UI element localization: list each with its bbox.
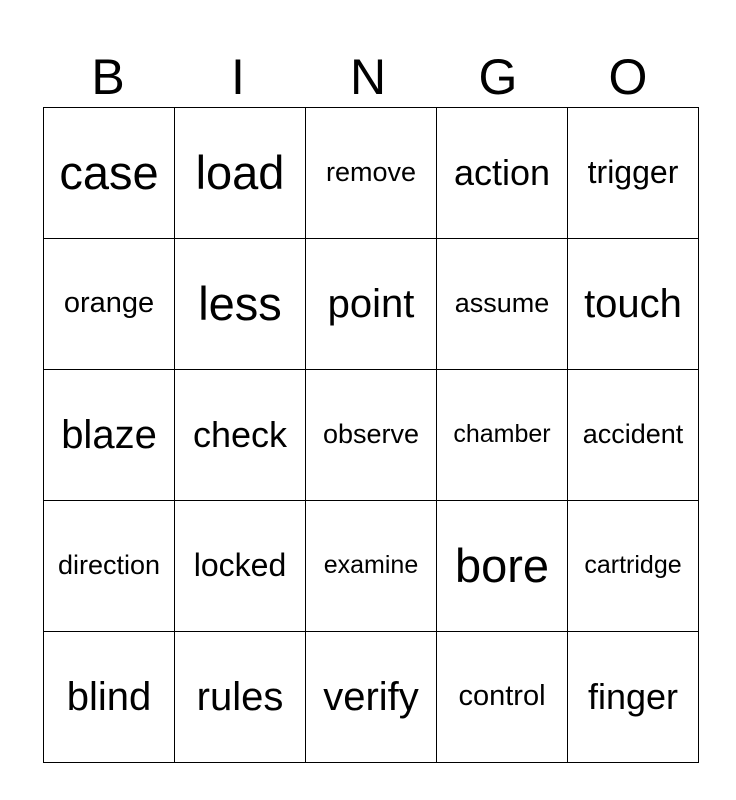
cell-word: observe — [322, 419, 420, 450]
cell-word: orange — [63, 287, 155, 320]
bingo-cell[interactable] — [175, 632, 306, 763]
bingo-cell[interactable] — [437, 370, 568, 501]
board-row-1 — [44, 108, 699, 239]
bingo-cell[interactable] — [306, 108, 437, 239]
cell-word: trigger — [587, 154, 679, 191]
cell-word: blaze — [61, 413, 157, 457]
bingo-cell[interactable] — [568, 370, 699, 501]
header-letter-n: N — [349, 49, 387, 105]
bingo-cell[interactable] — [568, 108, 699, 239]
cell-word: check — [192, 414, 288, 456]
bingo-cell[interactable] — [44, 108, 175, 239]
bingo-cell[interactable] — [306, 370, 437, 501]
bingo-cell[interactable] — [44, 632, 175, 763]
bingo-header — [43, 48, 693, 106]
cell-word: less — [198, 277, 282, 331]
header-letter-g: G — [478, 49, 518, 105]
cell-word: case — [59, 146, 159, 200]
bingo-cell[interactable] — [44, 239, 175, 370]
header-letter-b: B — [91, 49, 125, 105]
cell-word: bore — [454, 539, 550, 593]
cell-word: point — [327, 282, 415, 326]
cell-word: finger — [587, 676, 679, 718]
bingo-cell[interactable] — [437, 239, 568, 370]
bingo-cell[interactable] — [437, 108, 568, 239]
bingo-cell[interactable] — [175, 370, 306, 501]
header-letter-i: I — [231, 49, 245, 105]
bingo-cell[interactable] — [175, 239, 306, 370]
bingo-cell[interactable] — [44, 370, 175, 501]
cell-word: touch — [584, 282, 682, 326]
bingo-board — [43, 107, 699, 763]
cell-word: control — [458, 680, 546, 713]
cell-word: direction — [57, 550, 161, 581]
bingo-cell[interactable] — [306, 239, 437, 370]
cell-word: chamber — [453, 420, 551, 449]
cell-word: action — [453, 152, 551, 194]
bingo-cell[interactable] — [44, 501, 175, 632]
header-letter-o: O — [608, 49, 648, 105]
bingo-cell[interactable] — [568, 239, 699, 370]
cell-word: blind — [66, 675, 152, 719]
cell-word: verify — [323, 675, 419, 719]
bingo-cell[interactable] — [437, 632, 568, 763]
cell-word: load — [195, 146, 285, 200]
cell-word: rules — [196, 675, 284, 719]
cell-word: cartridge — [584, 551, 682, 580]
board-row-2 — [44, 239, 699, 370]
board-row-4 — [44, 501, 699, 632]
bingo-cell[interactable] — [175, 501, 306, 632]
bingo-cell[interactable] — [306, 632, 437, 763]
cell-word: examine — [323, 551, 419, 580]
bingo-cell[interactable] — [568, 501, 699, 632]
board-row-5 — [44, 632, 699, 763]
board-row-3 — [44, 370, 699, 501]
cell-word: accident — [582, 419, 684, 450]
bingo-cell[interactable] — [568, 632, 699, 763]
cell-word: locked — [193, 547, 287, 584]
cell-word: assume — [454, 288, 550, 319]
bingo-cell[interactable] — [306, 501, 437, 632]
cell-word: remove — [325, 157, 417, 188]
bingo-cell[interactable] — [175, 108, 306, 239]
bingo-cell[interactable] — [437, 501, 568, 632]
